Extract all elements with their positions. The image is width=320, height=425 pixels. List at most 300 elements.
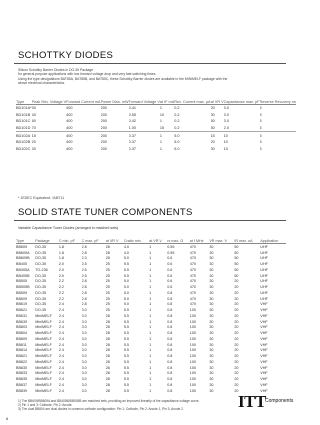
value-cell: 1	[149, 348, 152, 353]
value-cell: 1	[149, 313, 152, 318]
value-cell: 5.5	[123, 325, 129, 330]
tuner-header-cell: Type	[16, 232, 35, 244]
value-cell: MiniMELF	[35, 382, 52, 387]
value-cell: 20	[234, 336, 239, 341]
intro-line: for general purpose applications with low forward voltage drop and very fast switching times.	[18, 72, 157, 77]
tuner-header-cell: IR max. nA	[234, 232, 260, 244]
value-cell: 470	[189, 290, 196, 295]
value-cell: 28	[105, 371, 110, 376]
value-cell: 30	[209, 302, 214, 307]
schottky-header-cell: Capacitance max. pF	[224, 94, 260, 105]
value-cell: 60	[31, 119, 36, 124]
value-cell: 3.0	[81, 325, 87, 330]
value-cell: 2.0	[58, 267, 64, 272]
value-cell: 1	[159, 140, 163, 145]
type-cell: BB822	[16, 359, 28, 364]
value-cell: 20	[210, 140, 215, 145]
schottky-section-title: SCHOTTKY DIODES	[18, 50, 114, 61]
intro-line: Silicon Schottky Barrier Diodes in DO-35 Package	[18, 68, 94, 72]
intro-line: Using the type designations BAT85A, BAT85B, and BAT85C, these Schottky Barrier diodes are available in the MINIMELF package with the	[18, 76, 228, 81]
value-cell: 1	[149, 365, 152, 370]
value-cell: 2.0	[58, 273, 64, 278]
value-cell: 0.8	[167, 359, 173, 364]
value-cell: 5.0	[174, 146, 180, 151]
value-cell: 30	[31, 106, 36, 111]
value-cell: 100	[189, 365, 196, 370]
value-cell: 1.8	[58, 250, 64, 255]
logo-mark: ITT	[238, 392, 266, 411]
value-cell: 2.5	[81, 273, 87, 278]
value-cell: 0.2	[174, 119, 180, 124]
value-cell: 2.4	[58, 388, 64, 393]
value-cell: 400	[66, 146, 73, 151]
value-cell: 1	[149, 296, 152, 301]
value-cell: 1	[149, 244, 152, 249]
type-cell: BB505B	[16, 285, 30, 290]
value-cell: 30	[209, 365, 214, 370]
value-cell: 200	[100, 119, 107, 124]
value-cell: 30	[209, 354, 214, 359]
note-line: 1) The BB609/BB609A and BB405B/BB505B are matched sets, providing an improved linearity of the capacitance-voltage curve.	[18, 399, 200, 403]
value-cell: 100	[189, 325, 196, 330]
type-cell: BB609	[16, 244, 28, 249]
value-cell: 2.4	[58, 313, 64, 318]
value-cell: 28	[105, 319, 110, 324]
value-cell: 15	[160, 125, 174, 132]
type-cell: BD102B	[16, 140, 31, 145]
type-cell: BB631	[16, 313, 28, 318]
value-cell: 2.2	[58, 296, 64, 301]
value-cell: 5.5	[123, 377, 129, 382]
value-cell: 5.5	[123, 354, 129, 359]
value-cell: MiniMELF	[35, 377, 52, 382]
value-cell: 5.5	[123, 365, 129, 370]
tuner-header-cell: rs max. Ω	[167, 232, 190, 244]
value-cell: 20	[234, 308, 239, 313]
value-cell: 28	[105, 325, 110, 330]
value-cell: 0.6	[167, 285, 173, 290]
value-cell: 2.4	[58, 336, 64, 341]
value-cell: 100	[189, 331, 196, 336]
value-cell: 100	[189, 371, 196, 376]
value-cell: 0.55	[167, 244, 175, 249]
tuner-notes	[18, 399, 248, 411]
value-cell: 0.6	[167, 267, 173, 272]
value-cell: 1	[149, 377, 152, 382]
value-cell: 0.55	[167, 250, 175, 255]
value-cell: 0.37	[128, 133, 137, 138]
value-cell: 100	[189, 388, 196, 393]
value-cell: 0.8	[167, 302, 173, 307]
value-cell: 0.8	[167, 331, 173, 336]
value-cell: 5.0	[123, 285, 129, 290]
value-cell: 50	[234, 267, 239, 272]
type-cell: BB830	[16, 365, 28, 370]
value-cell: 10	[223, 133, 228, 138]
value-cell: 470	[189, 256, 196, 261]
value-cell: 200	[100, 112, 107, 117]
tuner-header-row	[16, 232, 286, 244]
type-cell: BB811	[16, 342, 27, 347]
value-cell: 1	[149, 382, 152, 387]
schottky-header-cell: Reverse Recovery ns	[260, 94, 296, 105]
type-cell: BD101A*	[16, 106, 32, 111]
value-cell: 400	[66, 125, 100, 132]
table-row	[16, 146, 296, 153]
type-cell: BB814	[16, 348, 28, 353]
value-cell: DO-35	[35, 256, 47, 261]
value-cell: 1	[149, 285, 152, 290]
value-cell: 30	[209, 388, 214, 393]
value-cell: 50	[234, 250, 239, 255]
value-cell: VHF	[260, 308, 268, 313]
value-cell: 400	[66, 106, 73, 111]
type-cell: BD102A	[16, 133, 31, 138]
value-cell: 200	[100, 146, 107, 151]
value-cell: 0.37	[128, 146, 137, 151]
value-cell: 1	[149, 308, 152, 313]
value-cell: 2.5	[81, 262, 87, 267]
value-cell: 30	[209, 313, 214, 318]
tuner-header-cell: Cratio min.	[124, 232, 149, 244]
value-cell: MiniMELF	[35, 388, 52, 393]
value-cell: 470	[189, 302, 196, 307]
value-cell: 28	[105, 388, 110, 393]
value-cell: 20	[234, 365, 239, 370]
value-cell: 0.8	[167, 313, 173, 318]
tuner-table	[16, 232, 286, 394]
value-cell: 470	[189, 250, 196, 255]
value-cell: 2.8	[81, 244, 87, 249]
value-cell: 40	[31, 112, 36, 117]
schottky-header-cell: Peak Rev. Voltage V	[32, 94, 67, 105]
value-cell: 2.4	[58, 359, 64, 364]
section-rule	[14, 220, 286, 221]
value-cell: 0.37	[128, 140, 137, 145]
table-row	[16, 132, 296, 139]
schottky-header-cell: Forward Current mA	[66, 94, 100, 105]
logo-word: Components	[265, 398, 294, 404]
value-cell: 2.4	[58, 302, 64, 307]
type-cell: BD102C	[16, 146, 31, 151]
value-cell: UHF	[260, 256, 268, 261]
value-cell: 28	[105, 250, 110, 255]
tuner-caption: Variable Capacitance Tuner Diodes (arranged in matched sets)	[18, 226, 119, 230]
value-cell: 28	[105, 342, 110, 347]
value-cell: VHF	[260, 336, 268, 341]
value-cell: 20	[234, 296, 239, 301]
value-cell: 2.4	[58, 371, 64, 376]
value-cell: 20	[234, 354, 239, 359]
schottky-header-cell: at IF mA	[160, 94, 174, 105]
value-cell: 28	[105, 244, 110, 249]
value-cell: 30	[209, 331, 214, 336]
value-cell: MiniMELF	[35, 365, 52, 370]
value-cell: DO-35	[35, 279, 47, 284]
tuner-header-cell: C max. pF	[82, 232, 106, 244]
value-cell: 50	[234, 256, 239, 261]
value-cell: 5.5	[123, 319, 129, 324]
value-cell: DO-35	[35, 244, 47, 249]
value-cell: 0.6	[167, 279, 173, 284]
value-cell: 30	[209, 296, 214, 301]
table-row	[16, 125, 296, 132]
value-cell: MiniMELF	[35, 348, 52, 353]
value-cell: 2.4	[58, 331, 64, 336]
value-cell: 50	[234, 244, 239, 249]
value-cell: 25	[105, 302, 110, 307]
value-cell: 5.0	[174, 133, 180, 138]
value-cell: 5.5	[123, 267, 129, 272]
value-cell: 0.8	[167, 342, 173, 347]
value-cell: 400	[66, 140, 73, 145]
value-cell: 5.5	[123, 331, 129, 336]
value-cell: 5.5	[123, 388, 129, 393]
value-cell: 470	[189, 279, 196, 284]
value-cell: 0.8	[167, 325, 173, 330]
value-cell: 3.0	[223, 112, 229, 117]
schottky-header-cell: Forward Voltage V	[129, 94, 160, 105]
value-cell: 2.4	[58, 319, 64, 324]
value-cell: 30	[209, 336, 214, 341]
value-cell: 1	[159, 133, 163, 138]
value-cell: 1	[149, 279, 152, 284]
type-cell: BB609B	[16, 256, 30, 261]
value-cell: 25	[105, 308, 110, 313]
value-cell: VHF	[260, 342, 268, 347]
value-cell: 200	[100, 133, 107, 138]
value-cell: 470	[189, 244, 196, 249]
value-cell: 20	[234, 388, 239, 393]
value-cell: TO-236	[35, 267, 48, 272]
value-cell: 0.6	[167, 256, 173, 261]
value-cell: 20	[234, 371, 239, 376]
value-cell: 1	[159, 106, 163, 111]
value-cell: 400	[66, 119, 73, 124]
type-cell: BD101B	[16, 112, 31, 117]
itt-logo	[238, 392, 294, 414]
value-cell: 2.8	[81, 296, 87, 301]
value-cell: 3.0	[223, 106, 229, 111]
value-cell: 2.2	[58, 290, 64, 295]
value-cell: 50	[234, 273, 239, 278]
value-cell: 5	[259, 119, 262, 124]
value-cell: 1	[149, 342, 152, 347]
value-cell: 3.0	[81, 319, 87, 324]
value-cell: 3.0	[81, 365, 87, 370]
value-cell: 15	[210, 133, 215, 138]
value-cell: 470	[189, 273, 196, 278]
value-cell: 5	[260, 125, 296, 132]
value-cell: 0.42	[128, 119, 137, 124]
value-cell: 100	[189, 348, 196, 353]
value-cell: 470	[189, 262, 196, 267]
value-cell: 2.2	[58, 279, 64, 284]
value-cell: 30	[209, 359, 214, 364]
value-cell: 1	[149, 359, 152, 364]
value-cell: 0.8	[167, 377, 173, 382]
value-cell: VHF	[260, 325, 268, 330]
value-cell: 100	[189, 313, 196, 318]
value-cell: MiniMELF	[35, 354, 52, 359]
value-cell: 2.8	[81, 250, 87, 255]
value-cell: 2.8	[81, 302, 87, 307]
value-cell: MiniMELF	[35, 359, 52, 364]
value-cell: 1.00	[129, 125, 160, 132]
type-cell: BB405A	[16, 267, 30, 272]
value-cell: 5.5	[123, 313, 129, 318]
value-cell: 28	[105, 377, 110, 382]
value-cell: 0.55	[128, 112, 137, 117]
value-cell: VHF	[260, 382, 268, 387]
tuner-header-cell: Package	[35, 232, 59, 244]
value-cell: DO-35	[35, 308, 47, 313]
value-cell: 20	[234, 359, 239, 364]
type-cell: BB505	[16, 279, 28, 284]
value-cell: 2.0	[58, 262, 64, 267]
value-cell: 1	[149, 267, 152, 272]
value-cell: 5	[259, 112, 262, 117]
value-cell: 25	[105, 262, 110, 267]
value-cell: 3.0	[81, 348, 87, 353]
value-cell: 100	[189, 319, 196, 324]
value-cell: 25	[105, 296, 110, 301]
value-cell: 0.8	[167, 319, 173, 324]
schottky-header-cell: Type	[16, 94, 32, 105]
value-cell: 20	[234, 377, 239, 382]
value-cell: 28	[105, 313, 110, 318]
value-cell: MiniMELF	[35, 331, 52, 336]
type-cell: BB621	[16, 308, 28, 313]
value-cell: 1	[159, 146, 163, 151]
type-cell: BB835	[16, 377, 28, 382]
value-cell: DO-35	[35, 285, 47, 290]
value-cell: 0.8	[167, 365, 173, 370]
value-cell: 30	[209, 348, 214, 353]
tuner-body	[16, 244, 286, 394]
value-cell: 5.0	[123, 279, 129, 284]
value-cell: 1	[149, 273, 152, 278]
value-cell: 0.8	[167, 354, 173, 359]
value-cell: 100	[189, 336, 196, 341]
value-cell: 2.4	[58, 308, 64, 313]
type-cell: BB839	[16, 388, 28, 393]
value-cell: 1	[149, 302, 152, 307]
value-cell: 5.0	[123, 302, 129, 307]
value-cell: 50	[234, 262, 239, 267]
value-cell: 100	[189, 354, 196, 359]
value-cell: 28	[105, 336, 110, 341]
value-cell: 2.4	[58, 354, 64, 359]
type-cell: BB609A	[16, 250, 30, 255]
value-cell: 30	[209, 325, 214, 330]
value-cell: MiniMELF	[35, 371, 52, 376]
value-cell: 3.0	[223, 119, 229, 124]
value-cell: 5.5	[123, 262, 129, 267]
value-cell: 1	[149, 250, 152, 255]
value-cell: 3.0	[81, 336, 87, 341]
type-cell: BB619	[16, 302, 28, 307]
schottky-intro	[18, 68, 280, 86]
value-cell: 30	[210, 146, 215, 151]
value-cell: 100	[189, 342, 196, 347]
value-cell: VHF	[260, 365, 268, 370]
value-cell: UHF	[260, 296, 268, 301]
table-row	[16, 139, 296, 146]
type-cell: BB804	[16, 331, 28, 336]
value-cell: VHF	[260, 348, 268, 353]
value-cell: 1	[149, 336, 152, 341]
tuner-header-cell: VR max. V	[209, 232, 234, 244]
value-cell: UHF	[260, 290, 268, 295]
value-cell: 5	[259, 140, 262, 145]
value-cell: VHF	[260, 302, 268, 307]
value-cell: VHF	[260, 359, 268, 364]
value-cell: 470	[189, 267, 196, 272]
value-cell: UHF	[260, 262, 268, 267]
value-cell: 30	[209, 319, 214, 324]
type-cell: BB639	[16, 319, 28, 324]
value-cell: 0.6	[167, 262, 173, 267]
value-cell: 100	[189, 359, 196, 364]
value-cell: 0.8	[167, 348, 173, 353]
value-cell: UHF	[260, 244, 268, 249]
value-cell: 30	[209, 262, 214, 267]
value-cell: 200	[101, 125, 129, 132]
value-cell: 0.8	[167, 382, 173, 387]
type-cell: BD101C	[16, 119, 31, 124]
value-cell: 2.8	[81, 290, 87, 295]
value-cell: 30	[209, 290, 214, 295]
value-cell: 30	[209, 273, 214, 278]
value-cell: 20	[234, 382, 239, 387]
value-cell: 28	[105, 365, 110, 370]
value-cell: 5.5	[123, 336, 129, 341]
intro-line: above electrical characteristics.	[18, 81, 66, 86]
value-cell: 5.5	[123, 342, 129, 347]
value-cell: 400	[66, 112, 73, 117]
value-cell: 2.8	[81, 279, 87, 284]
value-cell: 0.8	[167, 308, 173, 313]
tuner-section-title: SOLID STATE TUNER COMPONENTS	[18, 207, 193, 218]
tuner-header-cell: at VR V	[149, 232, 167, 244]
value-cell: 28	[105, 354, 110, 359]
value-cell: 5.0	[123, 256, 129, 261]
value-cell: MiniMELF	[35, 313, 52, 318]
value-cell: 20	[234, 290, 239, 295]
table-row	[16, 105, 296, 112]
value-cell: 30	[209, 377, 214, 382]
value-cell: 25	[105, 267, 110, 272]
value-cell: 2.0	[224, 125, 260, 132]
value-cell: VHF	[260, 313, 268, 318]
value-cell: 50	[211, 125, 224, 132]
value-cell: 400	[66, 133, 73, 138]
value-cell: 3.0	[81, 382, 87, 387]
value-cell: 30	[209, 250, 214, 255]
value-cell: 5.0	[174, 140, 180, 145]
value-cell: 4.0	[123, 250, 129, 255]
value-cell: 3.0	[81, 388, 87, 393]
value-cell: 5.5	[123, 359, 129, 364]
value-cell: 5.5	[123, 308, 129, 313]
value-cell: 5.5	[123, 348, 129, 353]
value-cell: 0.8	[167, 290, 173, 295]
value-cell: 1	[159, 119, 163, 124]
table-row	[16, 112, 296, 119]
value-cell: UHF	[260, 279, 268, 284]
value-cell: 25	[105, 279, 110, 284]
